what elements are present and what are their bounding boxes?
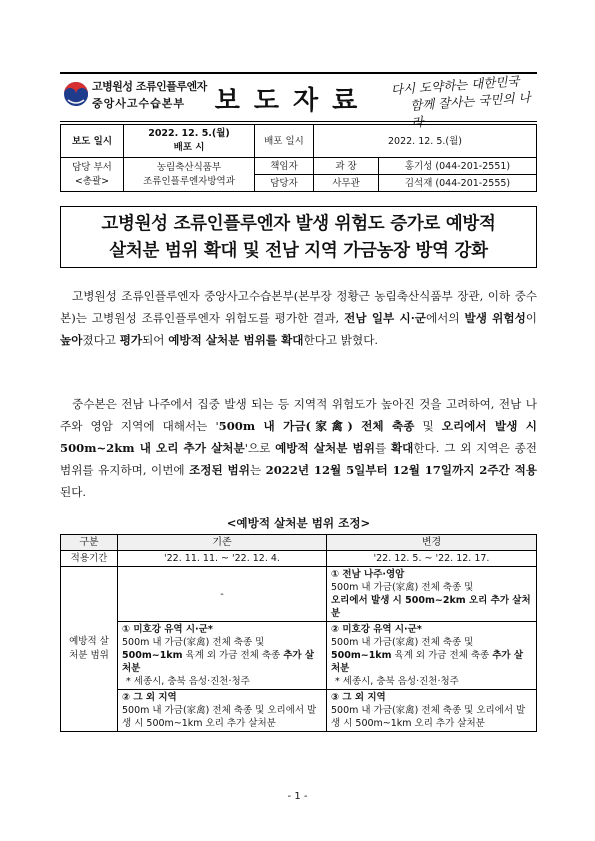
p2-text6: 는 bbox=[249, 463, 266, 477]
body-paragraph-2 bbox=[60, 393, 537, 503]
before-row3-head: ② 그 외 지역 bbox=[122, 692, 177, 703]
p2-bold6: 2022년 12월 5일부터 12월 17일까지 2주간 적용 bbox=[265, 463, 537, 477]
p2-bold5: 조정된 범위 bbox=[189, 463, 250, 477]
after-row1-line2: 오리에서 발생 시 500m~2km 오리 추가 살처분 bbox=[331, 595, 531, 619]
responsible-name: 홍기성 (044-201-2551) bbox=[379, 158, 537, 175]
headline-line1: 고병원성 조류인플루엔자 발생 위험도 증가로 예방적 bbox=[101, 214, 496, 234]
release-info-table bbox=[60, 124, 537, 192]
dept-label bbox=[61, 158, 124, 192]
after-row1-head: ① 전남 나주·영암 bbox=[331, 569, 405, 580]
table-title: <예방적 살처분 범위 조정> bbox=[226, 516, 371, 530]
culling-range-table bbox=[60, 534, 537, 732]
slogan-line2: 함께 잘사는 국민의 나라 bbox=[409, 89, 531, 130]
col-header-before: 기존 bbox=[118, 535, 327, 551]
after-row3-line1: 500m 내 가금(家禽) 전체 축종 및 오리에서 발생 시 500m~1km 오리 추가 살처분 bbox=[331, 705, 526, 729]
header-bottom-rule bbox=[60, 121, 537, 122]
ministry-logo bbox=[62, 76, 207, 120]
p2-bold2: 오리에서 발생 시 500m~2km 내 오리 추가 살처분 bbox=[60, 419, 538, 455]
responsible-label: 책임자 bbox=[255, 158, 314, 175]
dept-value bbox=[124, 158, 255, 192]
p2-text1: 중수본은 전남 나주에서 집중 발생 되는 등 지역적 위험도가 높아진 것을 고려하여, 전남 나주와 영암 지역에 대해서는 ' bbox=[60, 397, 537, 433]
p1-text4: 졌다고 bbox=[82, 333, 120, 347]
release-label: 보도 일시 bbox=[61, 125, 124, 158]
release-date: 2022. 12. 5.(월) bbox=[148, 128, 230, 139]
after-row3-cell bbox=[327, 690, 537, 732]
before-row2-head: ① 미호강 유역 시·군* bbox=[122, 624, 213, 635]
headline-box bbox=[60, 206, 537, 268]
period-label: 적용기간 bbox=[61, 551, 118, 567]
after-row2-note: * 세종시, 충북 음성·진천·청주 bbox=[335, 676, 459, 687]
after-row2-head: ② 미호강 유역 시·군* bbox=[331, 624, 422, 635]
p2-bold3: 예방적 살처분 범위 bbox=[275, 441, 375, 455]
period-before: '22. 11. 11. ~ '22. 12. 4. bbox=[118, 551, 327, 567]
col-header-after: 변경 bbox=[327, 535, 537, 551]
p1-text3: 이 bbox=[525, 311, 537, 325]
after-row2-line1: 500m 내 가금(家禽) 전체 축종 및 bbox=[331, 637, 474, 648]
p1-bold1: 전남 일부 시·군 bbox=[344, 311, 426, 325]
before-row2-text: 육계 외 가금 전체 축종 bbox=[182, 650, 284, 661]
before-row3-line1: 500m 내 가금(家禽) 전체 축종 및 오리에서 발생 시 500m~1km 오리 추가 살처분 bbox=[122, 705, 317, 729]
p1-text1: 고병원성 조류인플루엔자 중앙사고수습본부(본부장 정황근 농림축산식품부 장관, 이하 중수본)는 고병원성 조류인플루엔자 위험도를 평가한 결과, bbox=[60, 289, 537, 325]
page-title: 보도자료 bbox=[214, 86, 372, 116]
p2-text5: 한다. 그 외 지역은 종전 범위를 유지하며, 이번에 bbox=[60, 441, 537, 477]
p2-bold4: 확대 bbox=[390, 441, 414, 455]
page-number: - 1 - bbox=[287, 791, 308, 802]
p2-text4: 를 bbox=[374, 441, 391, 455]
before-row2-range: 500m~1km bbox=[122, 650, 183, 661]
p2-text7: 된다. bbox=[60, 485, 87, 499]
before-row2-note: * 세종시, 충북 음성·진천·청주 bbox=[126, 676, 250, 687]
release-when: 배포 시 bbox=[173, 142, 205, 153]
before-row1-dash: - bbox=[118, 567, 327, 622]
distribute-value: 2022. 12. 5.(월) bbox=[314, 125, 537, 158]
p1-text5: 되어 bbox=[142, 333, 169, 347]
staff-label: 담당자 bbox=[255, 175, 314, 192]
release-value bbox=[124, 125, 255, 158]
row-label-culling-range: 예방적 살처분 범위 bbox=[61, 567, 118, 732]
before-row2-line1: 500m 내 가금(家禽) 전체 축종 및 bbox=[122, 637, 265, 648]
staff-name: 김석재 (044-201-2555) bbox=[379, 175, 537, 192]
staff-role: 사무관 bbox=[314, 175, 379, 192]
distribute-label: 배포 일시 bbox=[255, 125, 314, 158]
p1-bold3: 높아 bbox=[60, 333, 83, 347]
p2-text2: 및 bbox=[414, 419, 442, 433]
dept-label-line2: <총괄> bbox=[74, 175, 110, 187]
taegeuk-emblem-icon bbox=[62, 80, 90, 108]
dept-value-line2: 조류인플루엔자방역과 bbox=[143, 175, 235, 187]
dept-label-line1: 담당 부서 bbox=[72, 161, 112, 173]
after-row2-range: 500m~1km bbox=[331, 650, 392, 661]
p1-bold5: 예방적 살처분 범위를 확대 bbox=[168, 333, 304, 347]
p1-text6: 한다고 밝혔다. bbox=[303, 333, 379, 347]
slogan-line1: 다시 도약하는 대한민국 bbox=[390, 73, 520, 98]
period-after: '22. 12. 5. ~ '22. 12. 17. bbox=[327, 551, 537, 567]
header-top-rule bbox=[60, 72, 537, 74]
headline-line2: 살처분 범위 확대 및 전남 지역 가금농장 방역 강화 bbox=[109, 241, 488, 261]
after-row1-cell bbox=[327, 567, 537, 622]
responsible-role: 과 장 bbox=[314, 158, 379, 175]
after-row2-cell bbox=[327, 622, 537, 690]
after-row2-extra: 추가 살처분 bbox=[331, 650, 524, 674]
before-row3-cell bbox=[118, 690, 327, 732]
after-row3-head: ③ 그 외 지역 bbox=[331, 692, 386, 703]
p1-text2: 에서의 bbox=[425, 311, 465, 325]
p2-bold1: 500m 내 가금(家禽) 전체 축종 bbox=[218, 419, 415, 433]
col-header-division: 구분 bbox=[61, 535, 118, 551]
p2-text3: '으로 bbox=[244, 441, 276, 455]
after-row1-line1: 500m 내 가금(家禽) 전체 축종 및 bbox=[331, 582, 474, 593]
after-row2-text: 육계 외 가금 전체 축종 bbox=[391, 650, 493, 661]
before-row2-extra: 추가 살처분 bbox=[122, 650, 315, 674]
body-paragraph-1 bbox=[60, 285, 537, 351]
p1-bold4: 평가 bbox=[119, 333, 143, 347]
dept-value-line1: 농림축산식품부 bbox=[156, 161, 222, 173]
government-slogan bbox=[390, 71, 543, 132]
org-name-line1: 고병원성 조류인플루엔자 bbox=[92, 80, 207, 93]
before-row2-cell bbox=[118, 622, 327, 690]
p1-bold2: 발생 위험성 bbox=[464, 311, 526, 325]
org-name-line2: 중앙사고수습본부 bbox=[92, 97, 186, 110]
